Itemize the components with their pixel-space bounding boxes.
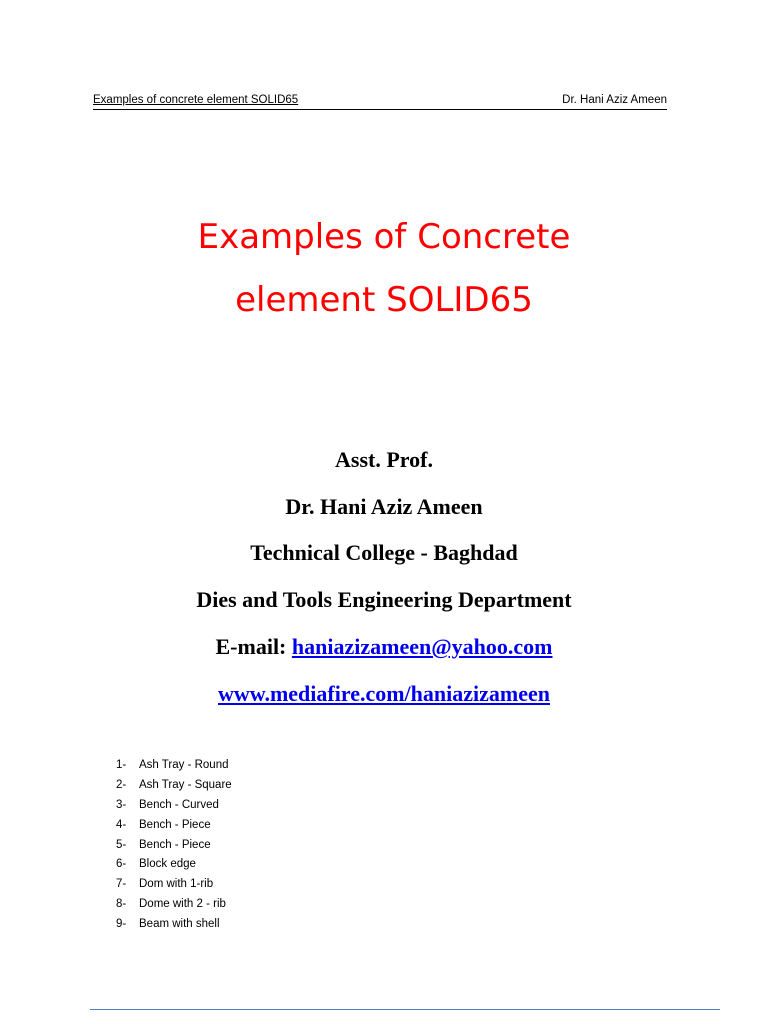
email-link[interactable]: haniazizameen@yahoo.com <box>291 634 553 659</box>
list-item <box>116 776 232 796</box>
list-item <box>116 756 232 776</box>
document-title-line-1: Examples of Concrete <box>197 217 571 257</box>
list-item <box>116 836 232 856</box>
document-title-line-2: element SOLID65 <box>235 280 533 320</box>
list-item-number: 3- <box>116 798 127 811</box>
author-rank: Asst. Prof. <box>335 447 433 472</box>
list-item-text: Bench - Curved <box>139 798 219 811</box>
list-item-number: 9- <box>116 918 127 931</box>
list-item <box>116 796 232 816</box>
author-email-line <box>0 634 768 660</box>
page-header <box>93 94 667 110</box>
list-item <box>116 855 232 875</box>
list-item-number: 6- <box>116 858 127 871</box>
list-item <box>116 875 232 895</box>
list-item-text: Ash Tray - Round <box>139 759 229 771</box>
examples-list <box>116 756 232 935</box>
list-item-number: 2- <box>116 778 127 791</box>
email-label: E-mail: <box>215 634 292 659</box>
website-link[interactable]: www.mediafire.com/haniazizameen <box>218 681 550 706</box>
author-department: Dies and Tools Engineering Department <box>196 587 572 612</box>
author-college: Technical College - Baghdad <box>250 540 518 565</box>
list-item-number: 8- <box>116 898 127 911</box>
list-item <box>116 915 232 935</box>
list-item-text: Bench - Piece <box>139 838 211 851</box>
list-item-number: 7- <box>116 878 127 891</box>
list-item-number: 4- <box>116 818 127 831</box>
list-item-number: 5- <box>116 838 127 851</box>
author-name: Dr. Hani Aziz Ameen <box>285 494 483 519</box>
footer-rule <box>90 1009 720 1010</box>
list-item-number: 1- <box>116 759 127 771</box>
author-website-line <box>0 681 768 707</box>
list-item-text: Dome with 2 - rib <box>139 898 226 911</box>
list-item-text: Beam with shell <box>139 918 220 931</box>
header-author: Dr. Hani Aziz Ameen <box>562 94 667 106</box>
list-item <box>116 895 232 915</box>
list-item-text: Dom with 1-rib <box>139 878 214 891</box>
list-item-text: Block edge <box>139 858 196 871</box>
list-item-text: Ash Tray - Square <box>139 778 232 791</box>
header-document-title: Examples of concrete element SOLID65 <box>93 94 299 106</box>
list-item <box>116 816 232 836</box>
list-item-text: Bench - Piece <box>139 818 211 831</box>
